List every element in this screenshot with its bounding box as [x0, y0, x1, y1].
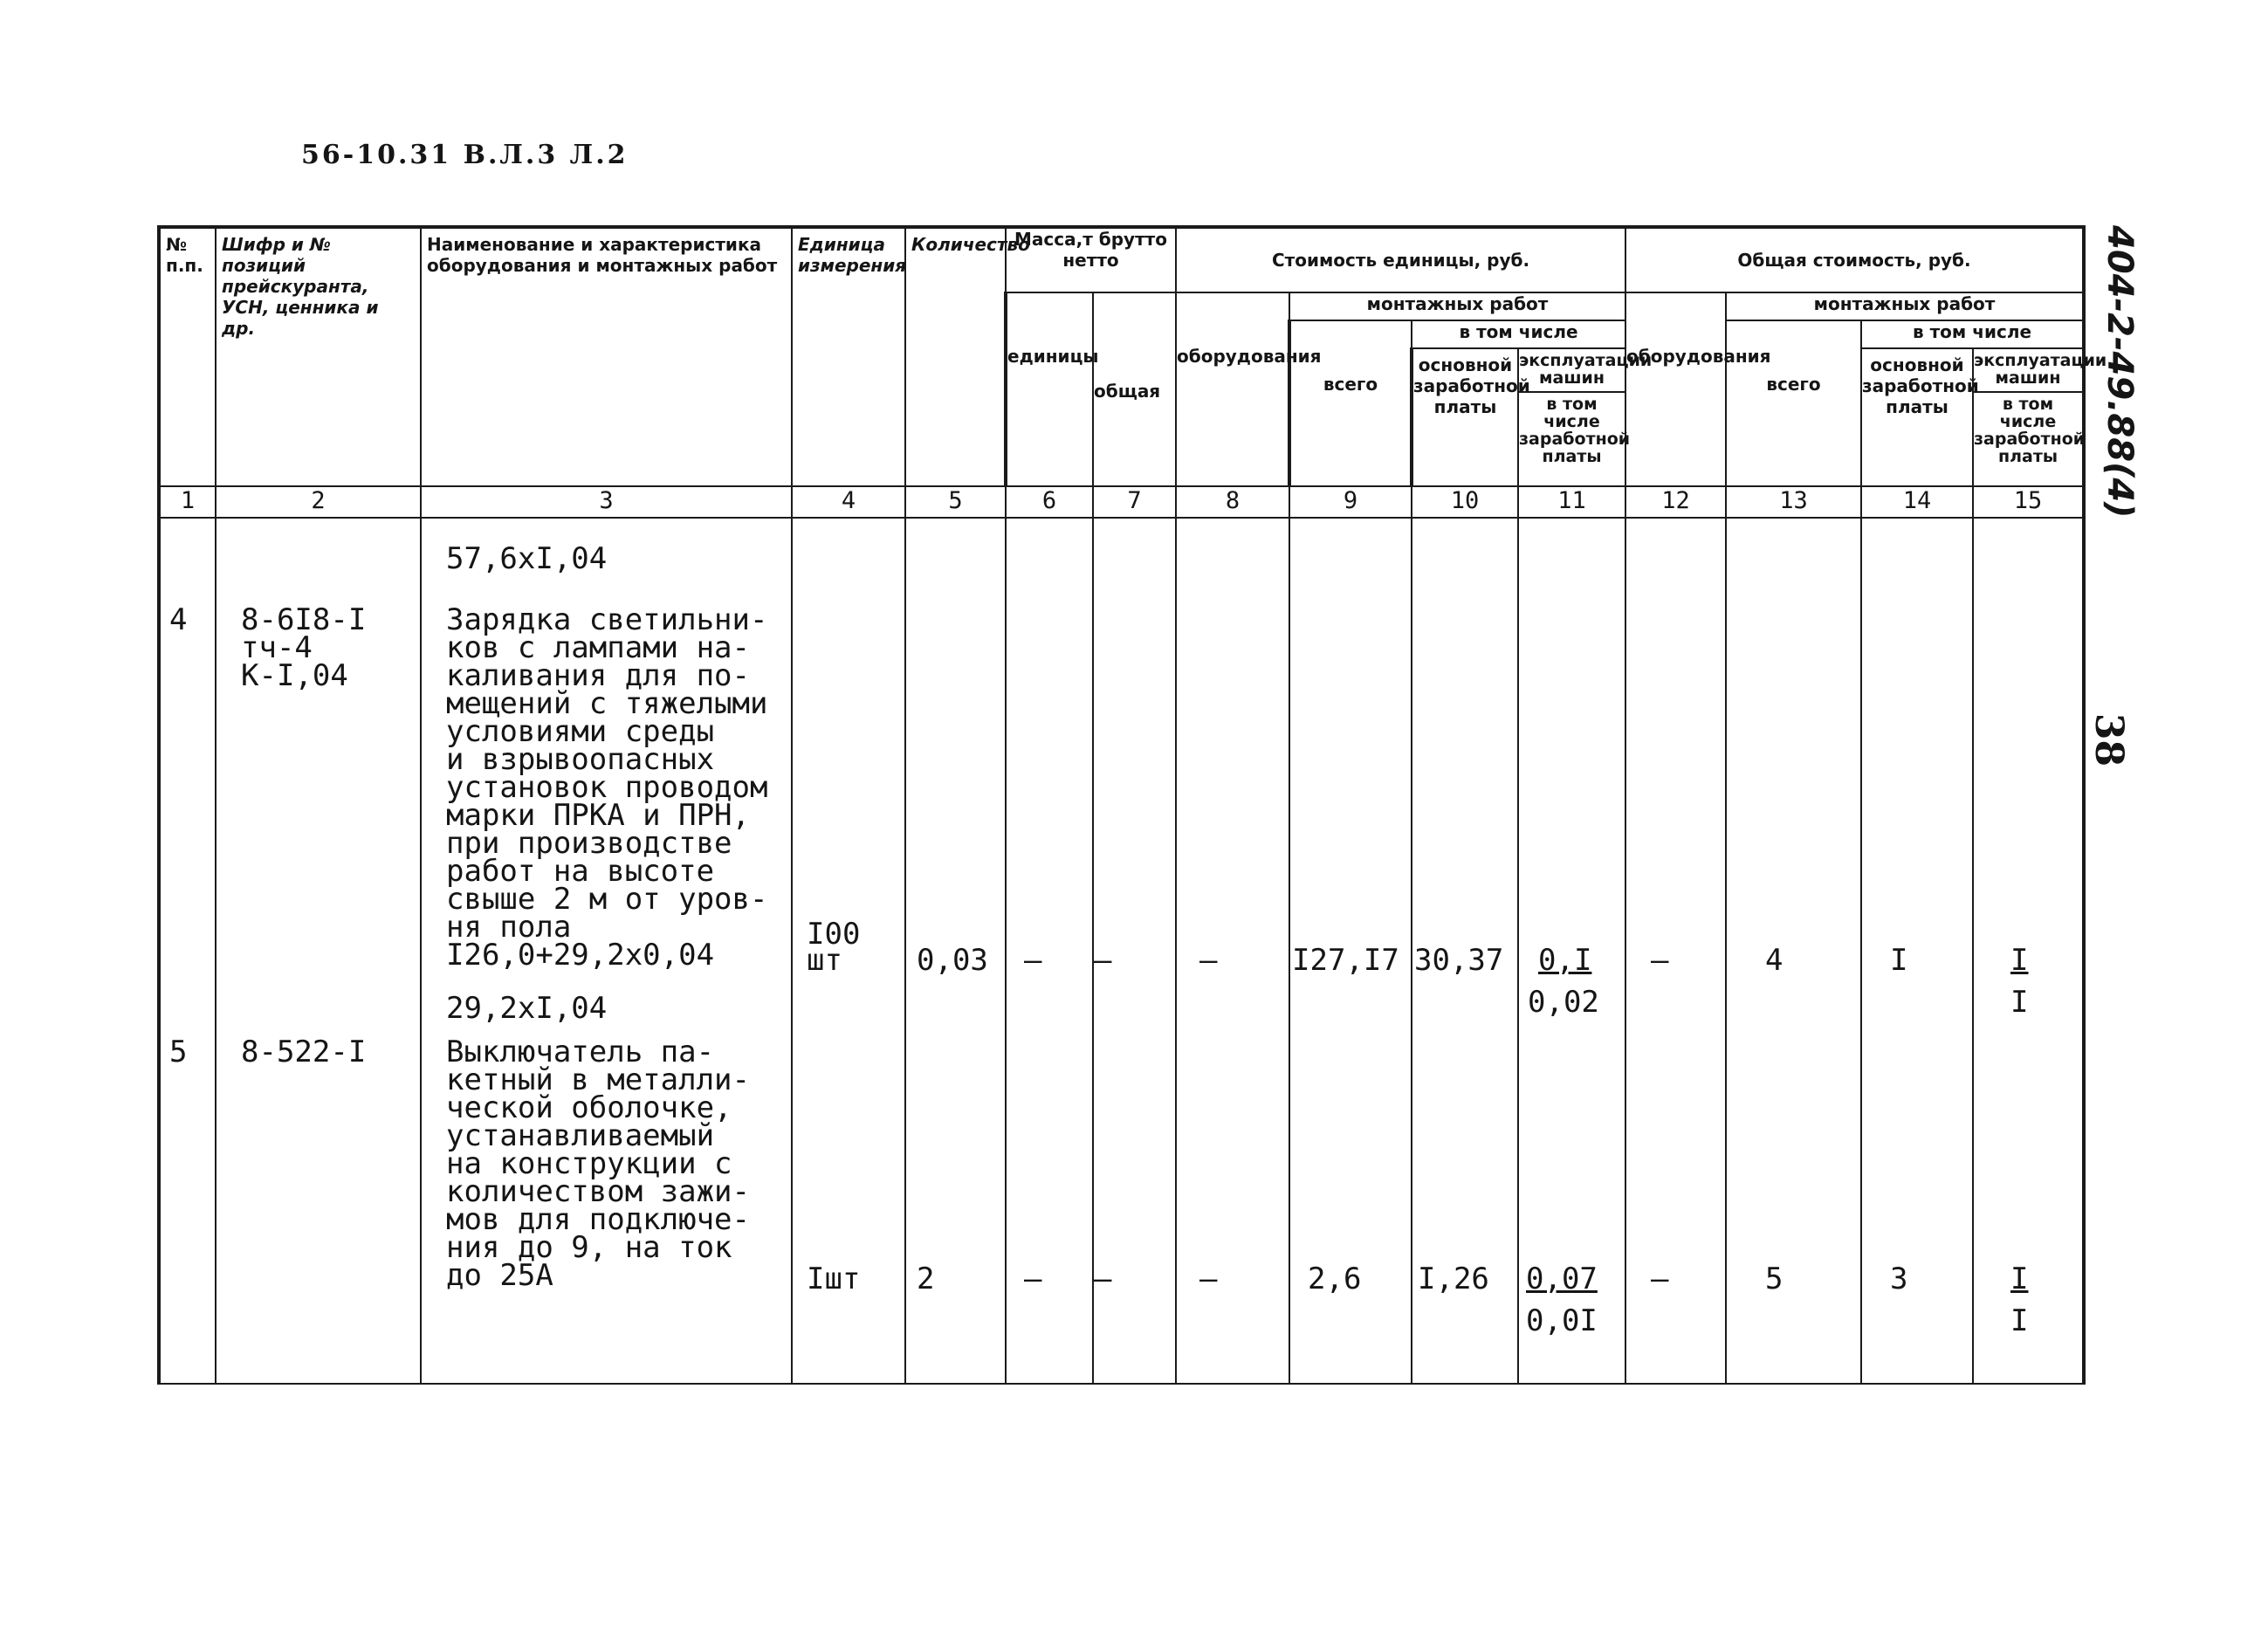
row4-name-line: мещений с тяжелыми [446, 686, 768, 721]
row4-name-line: работ на высоте [446, 854, 715, 889]
header-incl: в том числе [1412, 320, 1625, 348]
row4-c6: – [1024, 943, 1042, 978]
row5-name-line: Выключатель па- [446, 1035, 715, 1069]
row5-name-line: до 25А [446, 1258, 553, 1293]
col-number: 12 [1625, 486, 1726, 518]
row4-name-line: Зарядка светильни- [446, 602, 768, 637]
row4-c14: I [1890, 943, 1908, 978]
header-c1: № п.п. [159, 227, 216, 486]
col-number: 15 [1973, 486, 2084, 518]
row4-c11-bottom: 0,02 [1528, 985, 1599, 1020]
row5-c6: – [1024, 1262, 1042, 1296]
page-number: 38 [2086, 712, 2132, 767]
header-c15 [1973, 348, 2107, 486]
row4-code-3: К-I,04 [241, 658, 348, 693]
header-c11b: в том числе заработной платы [1519, 394, 1631, 466]
col-number: 7 [1093, 486, 1176, 518]
row5-c15-top: I [2010, 1262, 2029, 1296]
row4-name-line: установок проводом [446, 770, 768, 805]
row4-qty: 0,03 [917, 943, 988, 978]
col-number: 9 [1289, 486, 1412, 518]
row4-n: 4 [169, 602, 188, 637]
cell-name [421, 518, 792, 1384]
cell-c13 [1726, 518, 1861, 1384]
row4-code-1: 8-6I8-I [241, 602, 367, 637]
cell-c12 [1625, 518, 1726, 1384]
row5-c7: – [1094, 1262, 1112, 1296]
row5-c13: 5 [1765, 1262, 1783, 1296]
row5-name-line: на конструкции с [446, 1146, 732, 1181]
row5-name-line: мов для подключе- [446, 1202, 750, 1237]
row5-unit: Iшт [807, 1262, 861, 1296]
cell-unit [792, 518, 905, 1384]
row5-c15-bottom: I [2010, 1303, 2029, 1338]
header-c14: основной заработной платы [1861, 348, 1973, 486]
row4-name-line: условиями среды [446, 714, 715, 749]
cell-qty [905, 518, 1006, 1384]
header-total-cost: Общая стоимость, руб. [1625, 227, 2084, 292]
header-c8: оборудования [1176, 292, 1289, 486]
row4-name-line: марки ПРКА и ПРН, [446, 798, 750, 833]
header-c5: Количество [905, 227, 1006, 486]
cell-c7 [1093, 518, 1176, 1384]
header-c11 [1518, 348, 1653, 486]
header-c2: Шифр и № позиций прейскуранта, УСН, ценника и др. [216, 227, 421, 486]
post-text: 29,2хI,04 [446, 991, 608, 1026]
cell-code [216, 518, 421, 1384]
row5-c10: I,26 [1418, 1262, 1489, 1296]
header-unit-cost: Стоимость единицы, руб. [1176, 227, 1625, 292]
row4-c9: I27,I7 [1292, 943, 1399, 978]
pre-text: 57,6хI,04 [446, 541, 608, 576]
row4-c7: – [1094, 943, 1112, 978]
row4-c15-bottom: I [2010, 985, 2029, 1020]
col-number: 8 [1176, 486, 1289, 518]
row4-name-line: каливания для по- [446, 658, 750, 693]
table-body [159, 518, 2084, 1384]
row4-unit-1: I00 [807, 917, 861, 952]
cell-c8 [1176, 518, 1289, 1384]
row4-name-line: I26,0+29,2х0,04 [446, 938, 715, 973]
col-number: 6 [1006, 486, 1093, 518]
row4-c15-top: I [2010, 943, 2029, 978]
row4-name-line: при производстве [446, 826, 732, 861]
header-c9: всего [1289, 320, 1412, 486]
row4-unit-2: шт [807, 943, 842, 978]
header-mount-works-2: монтажных работ [1726, 292, 2084, 320]
header-c13: всего [1726, 320, 1861, 486]
estimate-table [157, 225, 2107, 1385]
row4-name [446, 602, 768, 973]
cell-c11 [1518, 518, 1625, 1384]
column-numbers-row [159, 486, 2084, 518]
header-c3: Наименование и характеристика оборудования и монтажных работ [421, 227, 792, 486]
row4-name-line: ков с лампами на- [446, 630, 750, 665]
row4-c8: – [1199, 943, 1218, 978]
row5-qty: 2 [917, 1262, 935, 1296]
header-c15b: в том числе заработной платы [1974, 394, 2086, 466]
row5-n: 5 [169, 1035, 188, 1069]
cell-c10 [1412, 518, 1518, 1384]
row5-c11-bottom: 0,0I [1526, 1303, 1598, 1338]
document-code: 56-10.31 В.Л.3 Л.2 [301, 140, 629, 170]
row4-code-2: тч-4 [241, 630, 313, 665]
header-mount-works: монтажных работ [1289, 292, 1625, 320]
row4-name-line: свыше 2 м от уров- [446, 882, 768, 917]
side-document-code: 404-2-49.88(4) [2100, 225, 2140, 519]
row4-c12: – [1651, 943, 1669, 978]
col-number: 2 [216, 486, 421, 518]
row5-name-line: количеством зажи- [446, 1174, 750, 1209]
col-number: 10 [1412, 486, 1518, 518]
row5-name-line: кетный в металли- [446, 1062, 750, 1097]
col-number: 4 [792, 486, 905, 518]
col-number: 11 [1518, 486, 1625, 518]
header-c4: Единица измерения [792, 227, 905, 486]
row4-name-line: и взрывоопасных [446, 742, 715, 777]
header-c6: единицы [1006, 292, 1093, 486]
cell-n [159, 518, 216, 1384]
row5-name-line: устанавливаемый [446, 1118, 715, 1153]
row5-c11-top: 0,07 [1526, 1262, 1598, 1296]
row4-c11-top: 0,I [1538, 943, 1592, 978]
header-c11a: эксплуатации машин [1519, 349, 1625, 393]
row5-c14: 3 [1890, 1262, 1908, 1296]
row5-name-line: ния до 9, на ток [446, 1230, 732, 1265]
row5-code: 8-522-I [241, 1035, 367, 1069]
row5-name [446, 1035, 750, 1293]
row4-name-line: ня пола [446, 910, 572, 945]
header-mass: Масса,т брутто нетто [1006, 227, 1176, 292]
header-c12: оборудования [1625, 292, 1726, 486]
cell-c14 [1861, 518, 1973, 1384]
cell-c9 [1289, 518, 1412, 1384]
cell-c6 [1006, 518, 1093, 1384]
cell-c15 [1973, 518, 2084, 1384]
header-incl-2: в том числе [1861, 320, 2084, 348]
header-c7: общая [1093, 292, 1176, 486]
col-number: 13 [1726, 486, 1861, 518]
col-number: 14 [1861, 486, 1973, 518]
row4-c10: 30,37 [1414, 943, 1504, 978]
col-number: 5 [905, 486, 1006, 518]
row5-c12: – [1651, 1262, 1669, 1296]
col-number: 1 [159, 486, 216, 518]
col-number: 3 [421, 486, 792, 518]
header-c15a: эксплуатации машин [1974, 349, 2082, 393]
header-c10: основной заработной платы [1412, 348, 1518, 486]
row5-c8: – [1199, 1262, 1218, 1296]
row5-c9: 2,6 [1308, 1262, 1362, 1296]
row4-c13: 4 [1765, 943, 1783, 978]
row5-name-line: ческой оболочке, [446, 1090, 732, 1125]
